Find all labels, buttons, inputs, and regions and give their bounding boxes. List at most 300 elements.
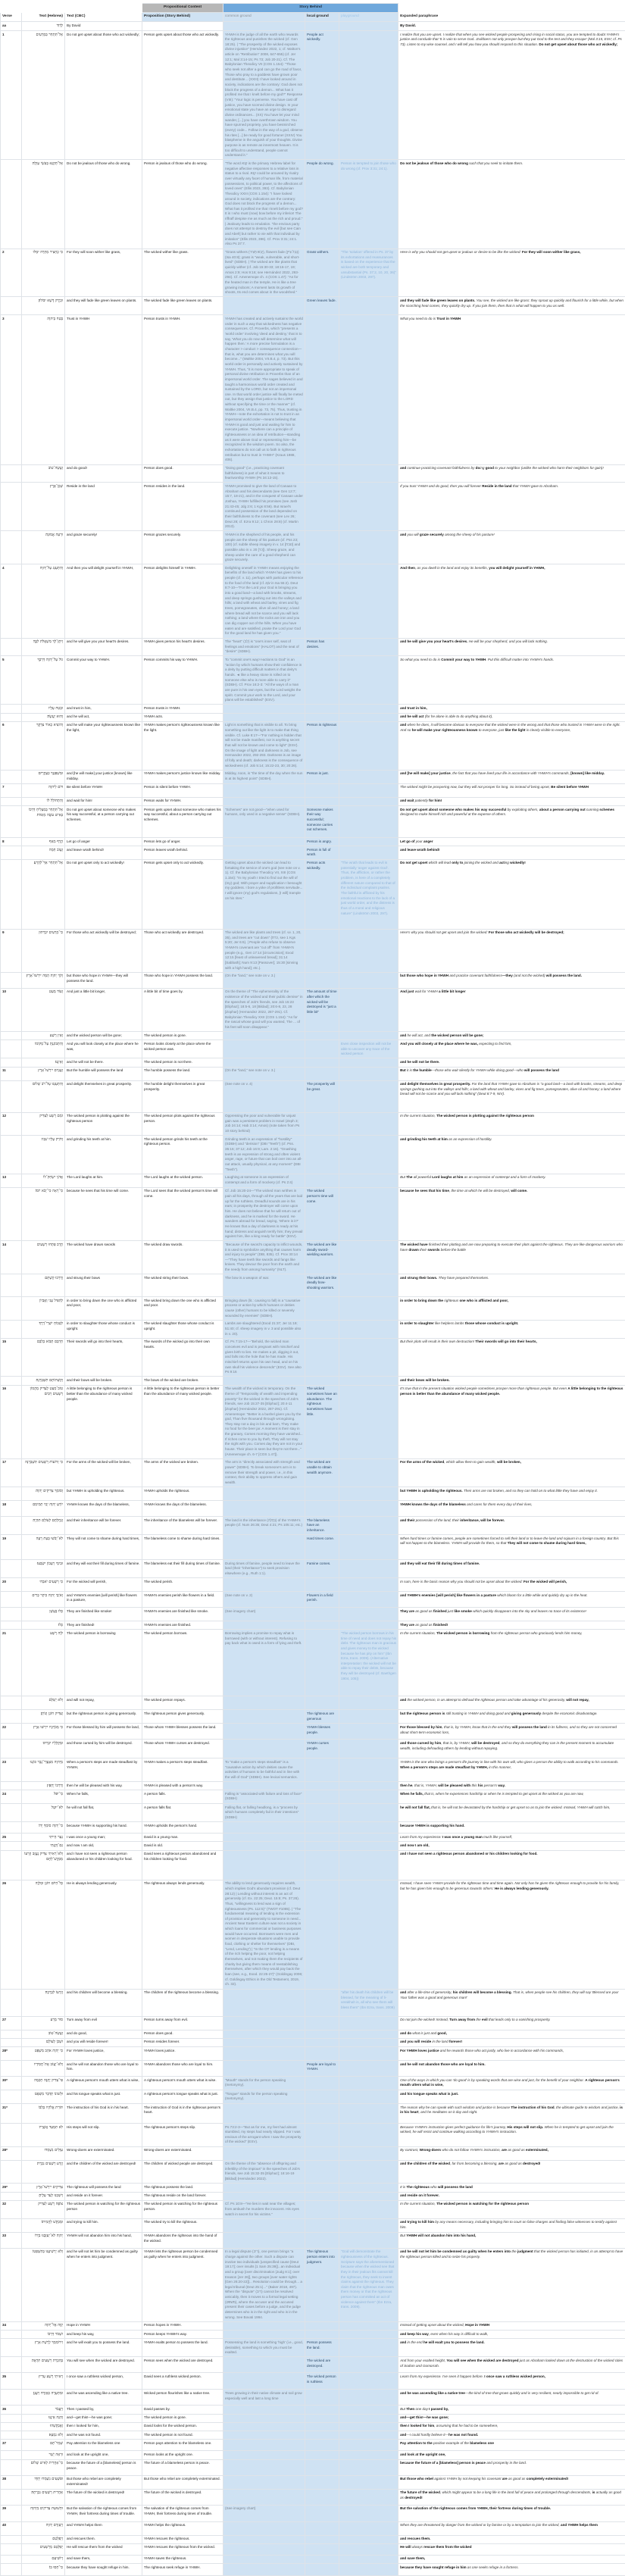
hebrew-text-cell: וְלֹא יְשַׁלֵּם: [22, 1696, 65, 1710]
table-row: [1, 1842, 625, 1850]
expanded-paraphrase-cell: but YHWH is upholding the righteous. Their arms are not broken, and so they can hold on to what little they have and enjoy it.: [398, 1487, 625, 1501]
common-ground-cell: [223, 2535, 305, 2543]
common-ground-cell: Cf. Ps 10:8—"He lies in wait near the villages; from ambush he murders the innocent. His eyes watch in secret for his victims.": [223, 2200, 305, 2218]
common-ground-cell: [223, 297, 305, 315]
local-ground-cell: [305, 2422, 339, 2431]
verse-cell: [1, 806, 22, 838]
common-ground-cell: [223, 1578, 305, 1592]
playground-cell: [339, 2090, 398, 2104]
verse-cell: 32: [1, 2200, 22, 2218]
table-row: [1, 2184, 625, 2192]
table-row: [1, 2321, 625, 2330]
proposition-cell: YHWH acts.: [142, 713, 223, 721]
hebrew-text-cell: וְדָרְכוּ קַשְׁתָּם: [22, 1274, 65, 1297]
hebrew-text-cell: וְצַדִּיק חוֹנֵן וְנוֹתֵן׃: [22, 1710, 65, 1724]
hebrew-text-cell: וּלְשׁוֹנוֹ תְּדַבֵּר מִשְׁפָּט׃: [22, 2090, 65, 2104]
common-ground-cell: During times of famine, people need to leave the land (their "inheritance") to seek provision elsewhere (e.g., Ruth 1:1).: [223, 1560, 305, 1578]
proposition-cell: YHWH abandons the righteous into the hand of the wicked.: [142, 2232, 223, 2248]
verse-cell: [1, 1560, 22, 1578]
playground-cell: [339, 2016, 398, 2030]
table-row: [1, 1535, 625, 1560]
proposition-cell: The humble possess the land.: [142, 1067, 223, 1080]
playground-cell: [339, 483, 398, 531]
table-row: [1, 2124, 625, 2147]
cbc-text-cell: Trust in YHWH: [65, 315, 142, 464]
local-ground-cell: [305, 783, 339, 797]
hebrew-text-cell: וּמִשְׁפָּטֶךָ כַּצָּהֳרָיִם׃: [22, 770, 65, 783]
cbc-text-cell: Do not get upset about those who act wickedly;: [65, 31, 142, 160]
common-ground-cell: [223, 2357, 305, 2373]
common-ground-cell: Bringing down (lit.: causing to fall) is a "causative process or action by which humans or deities cause (other) humans to be killed or severely wounded by enemies" (SDBH).: [223, 1297, 305, 1321]
table-row: [1, 1040, 625, 1058]
cbc-text-cell: and now I am old,: [65, 1842, 142, 1850]
expanded-paraphrase-cell: and strung their bows. They have prepared themselves.: [398, 1274, 625, 1297]
cbc-text-cell: and keep his way,: [65, 2331, 142, 2339]
cbc-text-cell: because YHWH is supporting his hand.: [65, 1822, 142, 1834]
cbc-text-cell: and save them,: [65, 2555, 142, 2563]
cbc-text-cell: and YHWH helps them: [65, 2521, 142, 2535]
hebrew-text-cell: כִּי־מְרֵעִים יִכָּרֵתוּן: [22, 929, 65, 972]
hebrew-text-cell: קַוֵּה אֶל־יְהוָה: [22, 2321, 65, 2330]
expanded-paraphrase-cell: Do not join the wicked! Instead, Turn away from the evil that leads only to a vanishing prosperity.: [398, 2016, 625, 2030]
table-row: [1, 2489, 625, 2505]
proposition-cell: A person falls.: [142, 1790, 223, 1804]
expanded-paraphrase-cell: and their possession of the land, their inheritance, will be forever.: [398, 1517, 625, 1535]
verse-cell: [1, 1989, 22, 2016]
expanded-paraphrase-cell: and wait patiently for him!: [398, 797, 625, 805]
table-row: [1, 2406, 625, 2414]
expanded-paraphrase-cell: in order to slaughter like helpless lambs those whose conduct is upright.: [398, 1320, 625, 1338]
common-ground-cell: [223, 1724, 305, 1740]
proposition-cell: The blameless eat their fill during times of famine.: [142, 1560, 223, 1578]
table-row: [1, 1458, 625, 1487]
expanded-paraphrase-cell: and he will not abandon those who are loyal to him.: [398, 2061, 625, 2077]
cbc-text-cell: and trust in him,: [65, 705, 142, 713]
proposition-cell: The wicked person plots against the righteous person.: [142, 1112, 223, 1136]
table-row: [1, 1621, 625, 1630]
verse-cell: [1, 483, 22, 531]
hebrew-text-cell: אַל־תִּתְחַר אַךְ־לְהָרֵעַ׃: [22, 859, 65, 929]
verse-cell: [1, 1710, 22, 1724]
table-row: [1, 2357, 625, 2373]
local-ground-cell: [305, 1834, 339, 1842]
local-ground-cell: [305, 1630, 339, 1696]
verse-cell: [1, 1850, 22, 1880]
common-ground-cell: To "make a person's steps steadfast" is a "causative action by which deities cause the activities of humans to be faithful and in line with the will of God" (SDBH). See lexical semantics.: [223, 1758, 305, 1782]
local-ground-cell: The amount of time after which the wicked will be destroyed is "just a little bit": [305, 988, 339, 1031]
local-ground-cell: [305, 2331, 339, 2339]
common-ground-cell: [223, 2232, 305, 2248]
verse-cell: 18: [1, 1501, 22, 1517]
local-ground-cell: The wicked are unable to obtain wealth anymore.: [305, 1458, 339, 1487]
group-header-story-behind: Story Behind: [223, 4, 398, 13]
proposition-cell: The future of a blameless person is peace.: [142, 2459, 223, 2475]
local-ground-cell: [305, 1377, 339, 1385]
local-ground-cell: Person has desires.: [305, 638, 339, 656]
expanded-paraphrase-cell: He will always rescue them from the wicked: [398, 2543, 625, 2555]
proposition-cell: YHWH saves the righteous.: [142, 2555, 223, 2563]
verse-cell: [1, 464, 22, 483]
verse-cell: [1, 1782, 22, 1790]
playground-cell: [339, 531, 398, 564]
table-row: [1, 1080, 625, 1112]
local-ground-cell: [305, 2535, 339, 2543]
table-row: [1, 2535, 625, 2543]
local-ground-cell: [305, 2543, 339, 2555]
proposition-cell: YHWH's enemies perish like flowers in a field.: [142, 1592, 223, 1608]
expanded-paraphrase-cell: Instead, I have seen YHWH provide for the righteous time and time again. Not only has he given the righteous enough to provide for his family, but he has given him enough to be generous towards others: He is always lending generously.: [398, 1880, 625, 1989]
cbc-text-cell: He will rescue them from the wicked: [65, 2543, 142, 2555]
playground-cell: [339, 2543, 398, 2555]
hebrew-text-cell: כָּלוּ׃: [22, 1621, 65, 1630]
proposition-cell: The righteous seek refuge in YHWH.: [142, 2564, 223, 2576]
table-row: [1, 1136, 625, 1174]
common-ground-cell: Getting upset about the wicked can lead to forsaking the service of one's god (see note on v. 1). Cf. the Babylonian Theodicy VII, XIII (COS 1.154): "In my youth I tried to find out the will of (my) god; With prayer and supplication I besought my goddess. I bore a yoke of profitless servitude... I will ignore (my) god's regulations, [I will] trample on his rites.": [223, 859, 305, 929]
proposition-cell: David sees a righteous person abandoned and his children looking for food.: [142, 1850, 223, 1880]
expanded-paraphrase-cell: For the arms of the wicked, which allow them to gain wealth, will be broken,: [398, 1458, 625, 1487]
hebrew-text-cell: כִּי יְהוָה אֹהֵב מִשְׁפָּט: [22, 2047, 65, 2061]
local-ground-cell: People do wrong.: [305, 160, 339, 249]
playground-cell: [339, 2200, 398, 2218]
local-ground-cell: Flowers in a field perish.: [305, 1592, 339, 1608]
playground-cell: [339, 1758, 398, 1782]
hebrew-text-cell: כָּלוּ בֶעָשָׁן: [22, 1608, 65, 1621]
verse-cell: [1, 1297, 22, 1321]
proposition-cell: Person gets upset only to act wickedly.: [142, 859, 223, 929]
common-ground-cell: [223, 1834, 305, 1842]
proposition-cell: YHWH's enemies are finished.: [142, 1621, 223, 1630]
hebrew-text-cell: וּפֹשְׁעִים נִשְׁמְדוּ יַחְדָּו: [22, 2475, 65, 2489]
table-row: [1, 1112, 625, 1136]
proposition-cell: Person grazes securely.: [142, 531, 223, 564]
hebrew-text-cell: וְזֶרַע רְשָׁעִים נִכְרָת׃: [22, 2160, 65, 2184]
common-ground-cell: [223, 1058, 305, 1067]
common-ground-cell: [223, 2373, 305, 2390]
common-ground-cell: [223, 1377, 305, 1385]
verse-cell: 17: [1, 1458, 22, 1487]
playground-cell: [339, 1112, 398, 1136]
verse-cell: [1, 846, 22, 859]
local-ground-cell: [305, 1040, 339, 1058]
hebrew-text-cell: יְהוָה לֹא־יַעַזְבֶנּוּ בְיָדוֹ: [22, 2232, 65, 2248]
verse-cell: [1, 1040, 22, 1058]
cbc-text-cell: and the children of the wicked are destroyed!: [65, 2160, 142, 2184]
verse-cell: [1, 2535, 22, 2543]
local-ground-cell: [305, 1067, 339, 1080]
expanded-paraphrase-cell: The wicked have finished their plotting and are now preparing to execute their plots against the righteous. They are like dangerous warriors who have drawn their swords before the battle: [398, 1241, 625, 1274]
expanded-paraphrase-cell: When he falls, that is, when he experiences hardship or when he is tempted to get upset at the wicked as you are now,: [398, 1790, 625, 1804]
playground-cell: [339, 2564, 398, 2576]
table-row: [1, 806, 625, 838]
table-row: [1, 1710, 625, 1724]
verse-cell: [1, 2160, 22, 2184]
expanded-paraphrase-cell: Do not get upset which will lead only to joining the wicked and acting wickedly!: [398, 859, 625, 929]
local-ground-cell: [305, 2077, 339, 2090]
verse-cell: 31*: [1, 2104, 22, 2124]
common-ground-cell: Light is something that is visible to all. To bring something out like the light is to make that thing visible. Cf. Luke 8:17—"For nothing is hidden that will not be made manifest, nor is anything secret that will not be known and come to light" (ESV). On the image of light and darkness in Job, see Hernandez 2022, 292-293. Darkness is an image of folly and death; darkness is the consequence of wickedness (cf. Job 5:14; 15:22-23, 30; 20:26).: [223, 721, 305, 770]
verse-cell: [1, 2357, 22, 2373]
hebrew-text-cell: כִּי־רָאָה כִּי־יָבֹא יוֹמוֹ׃: [22, 1187, 65, 1241]
common-ground-cell: Oppressing the poor and vulnerable for unjust gain was a persistent problem in Israel (Zeph 3; Job 24:14; Hab 3:14; Amos) (note taken from Ps 10 story behind): [223, 1112, 305, 1136]
playground-cell: [339, 705, 398, 713]
expanded-paraphrase-cell: But The all powerful Lord laughs at him as an expression of contempt and a form of mockery.: [398, 1174, 625, 1187]
hebrew-text-cell: יְפַלְּטֵם מֵרְשָׁעִים: [22, 2543, 65, 2555]
expanded-paraphrase-cell: The wicked might be prospering now, but they will not prosper for long. So instead of being upset, Be silent before YHWH: [398, 783, 625, 797]
local-ground-cell: [305, 1338, 339, 1377]
verse-cell: 22: [1, 1724, 22, 1740]
local-ground-cell: [305, 656, 339, 705]
playground-cell: [339, 1535, 398, 1560]
proposition-cell: YHWH rescues the righteous from the wicked.: [142, 2543, 223, 2555]
proposition-cell: Wrong-doers are exterminated.: [142, 2146, 223, 2160]
proposition-cell: The righteous person gives generously.: [142, 1710, 223, 1724]
expanded-paraphrase-cell: In the current situation, The wicked person is borrowing from the righteous person who graciously lends him money,: [398, 1630, 625, 1696]
common-ground-cell: [223, 2431, 305, 2440]
playground-cell: [339, 2555, 398, 2563]
hebrew-text-cell: אֲדֹנָי יִשְׂחַק־לוֹ: [22, 1174, 65, 1187]
table-body: [1, 22, 625, 2576]
cbc-text-cell: The wicked person is plotting against the righteous person: [65, 1112, 142, 1136]
playground-cell: [339, 1804, 398, 1822]
playground-cell: [339, 2390, 398, 2406]
table-row: [1, 1724, 625, 1740]
hebrew-text-cell: וַעֲזֹב חֵמָה: [22, 846, 65, 859]
verse-cell: [1, 1842, 22, 1850]
local-ground-cell: The righteous are generous: [305, 1710, 339, 1724]
table-row: [1, 2090, 625, 2104]
hebrew-text-cell: וּתְשׁוּעַת צַדִּיקִים מֵיְהוָה: [22, 2505, 65, 2521]
cbc-text-cell: His steps will not slip.: [65, 2124, 142, 2147]
local-ground-cell: [305, 1880, 339, 1989]
group-blank: [398, 4, 625, 13]
common-ground-cell: [223, 2422, 305, 2431]
table-row: [1, 531, 625, 564]
common-ground-cell: The wealth of the wicked is temporary. On the theme of "Temporality of wealth and impending poverty" for the wicked in the speeches of Job's friends, see Job 15:27-35 [Eliphaz]; 20:4-11 [Zophar] (Hernández 2022, 287-291). Cf. Amenemope: "Better is a bushel given you by the god, Than five thousand through wrongdoing. They stay not a day in bin and barn, They make no food for the beer jar. A moment is their stay in the granary, Comes morning they have vanished... If riches come to you by theft, They will not stay the night with you. Comes day they are not in your house. Their place is seen but they're not there..." (Amenemope ch. 6-7 [COS 1.47]).: [223, 1385, 305, 1458]
table-row: [1, 2440, 625, 2451]
common-ground-cell: [223, 2406, 305, 2414]
proposition-cell: YHWH rescues the righteous.: [142, 2535, 223, 2543]
hebrew-text-cell: דּוֹם לַיהוָה: [22, 783, 65, 797]
local-ground-cell: [305, 2555, 339, 2563]
playground-cell: [339, 1710, 398, 1724]
proposition-cell: Person gets upset about those who act wickedly.: [142, 31, 223, 160]
proposition-cell: Person does good.: [142, 2030, 223, 2038]
expanded-paraphrase-cell: and YHWH's enemies [will perish] like flowers in a pasture which bloom for a little while and quickly dry up in the heat.: [398, 1592, 625, 1608]
hebrew-text-cell: וּבִימֵי רְעָבוֹן יִשְׂבָּעוּ׃: [22, 1560, 65, 1578]
hebrew-text-cell: וְהוֹצִיא כָאוֹר צִדְקֶךָ: [22, 721, 65, 770]
playground-cell: [339, 929, 398, 972]
cbc-text-cell: and grinding his teeth at him.: [65, 1136, 142, 1174]
cbc-text-cell: and I have not seen a righteous person abandoned or his children looking for food.: [65, 1850, 142, 1880]
common-ground-cell: [223, 1040, 305, 1058]
verse-cell: [1, 2061, 22, 2077]
table-row: [1, 1067, 625, 1080]
proposition-cell: The children of wicked people are destroyed.: [142, 2160, 223, 2184]
cbc-text-cell: They are finished!: [65, 1621, 142, 1630]
hebrew-text-cell: בְּטַח בַּיהוָה: [22, 315, 65, 464]
hebrew-text-cell: שְׁמָר־תָּם: [22, 2440, 65, 2451]
proposition-cell: Those whom YHWH blesses possess the land.: [142, 1724, 223, 1740]
table-row: [1, 1850, 625, 1880]
local-ground-cell: Person is angry.: [305, 838, 339, 846]
common-ground-cell: (On the "land," see note on v. 3.): [223, 972, 305, 988]
hebrew-text-cell: וִירוֹמִמְךָ לָרֶשֶׁת אָרֶץ: [22, 2339, 65, 2357]
table-row: [1, 1320, 625, 1338]
hebrew-text-cell: רָאִיתִי רָשָׁע עָרִיץ: [22, 2373, 65, 2390]
common-ground-cell: "Doing good" (i.e., practicing covenant faithfulness) is part of what it means to fear/worship YHWH (Ps 34:13-15).: [223, 464, 305, 483]
common-ground-cell: [223, 2061, 305, 2077]
common-ground-cell: (See imagery chart): [223, 2505, 305, 2521]
common-ground-cell: [223, 1487, 305, 1501]
hebrew-text-cell: אַל־תִּתְחַר בַּמְּרֵעִים: [22, 31, 65, 160]
header-expanded-paraphrase: Expanded paraphrase: [398, 13, 625, 22]
hebrew-text-cell: וַיַּעְזְרֵם יְהוָה: [22, 2521, 65, 2535]
expanded-paraphrase-cell: And you will closely at the place where he was, expecting to find him,: [398, 1040, 625, 1058]
expanded-paraphrase-cell: One of the ways in which you can 'do good' is by speaking words that are wise and just, for the benefit of your neighbor. A righteous person's mouth utters what is wise,: [398, 2077, 625, 2090]
cbc-text-cell: Hope in YHWH: [65, 2321, 142, 2330]
verse-cell: [1, 531, 22, 564]
local-ground-cell: [305, 1758, 339, 1782]
local-ground-cell: [305, 2505, 339, 2521]
local-ground-cell: [305, 1320, 339, 1338]
common-ground-cell: [223, 2047, 305, 2061]
playground-cell: [339, 713, 398, 721]
cbc-text-cell: The wicked have drawn swords: [65, 1241, 142, 1274]
table-row: [1, 656, 625, 705]
table-row: [1, 1174, 625, 1187]
cbc-text-cell: By David: [65, 22, 142, 31]
hebrew-text-cell: וְהִתְחוֹלֵל לוֹ: [22, 797, 65, 805]
proposition-cell: The wicked person is gone.: [142, 1032, 223, 1040]
hebrew-text-cell: אַחֲרִית רְשָׁעִים נִכְרָתָה׃: [22, 2489, 65, 2505]
local-ground-cell: [305, 2160, 339, 2184]
hebrew-text-cell: וְיוֹשִׁיעֵם: [22, 2555, 65, 2563]
expanded-paraphrase-cell: In the current situation, The wicked person is watching for the righteous person: [398, 2200, 625, 2218]
verse-cell: 36: [1, 2406, 22, 2414]
cbc-text-cell: For those blessed by him will possess the land,: [65, 1724, 142, 1740]
local-ground-cell: People act wickedly.: [305, 31, 339, 160]
common-ground-cell: [223, 2414, 305, 2422]
cbc-text-cell: The Lord laughs at him.: [65, 1174, 142, 1187]
playground-cell: [339, 1592, 398, 1608]
local-ground-cell: YHWH curses people.: [305, 1740, 339, 1758]
expanded-paraphrase-cell: and leave wrath behind!: [398, 846, 625, 859]
table-row: [1, 2431, 625, 2440]
proposition-cell: Person trusts in YHWH.: [142, 315, 223, 464]
verse-cell: 34: [1, 2321, 22, 2330]
proposition-cell: Person pays attention to the blameless one.: [142, 2440, 223, 2451]
table-row: [1, 1487, 625, 1501]
cbc-text-cell: I once saw a ruthless wicked person,: [65, 2373, 142, 2390]
proposition-cell: The bows of the wicked are broken.: [142, 1377, 223, 1385]
proposition-cell: A person falls flat.: [142, 1804, 223, 1822]
playground-cell: [339, 2505, 398, 2521]
cbc-text-cell: but those who hope in YHWH—they will possess the land.: [65, 972, 142, 988]
hebrew-text-cell: צַדִּיקִים יִירְשׁוּ־אָרֶץ: [22, 2184, 65, 2192]
common-ground-cell: [223, 705, 305, 713]
playground-cell: [339, 721, 398, 770]
playground-cell: [339, 2160, 398, 2184]
proposition-cell: David passes by.: [142, 2406, 223, 2414]
table-row: [1, 1822, 625, 1834]
verse-cell: [1, 1822, 22, 1834]
hebrew-text-cell: אַל־תִּתְחַר בְּמַצְלִיחַ דַּרְכּוֹ בְּאִישׁ עֹשֶׂה מְזִמּוֹת׃: [22, 806, 65, 838]
playground-cell: [339, 2373, 398, 2390]
hebrew-text-cell: וְעוֹד מְעַט: [22, 988, 65, 1031]
hebrew-text-cell: לֹא־יֵבֹשׁוּ בְּעֵת רָעָה: [22, 1535, 65, 1560]
proposition-cell: Person lets go of anger.: [142, 838, 223, 846]
common-ground-cell: [223, 1032, 305, 1040]
hebrew-text-cell: גּוֹל עַל־יְהוָה דַּרְכֶּךָ: [22, 656, 65, 705]
hebrew-text-cell: שְׁכָן־אֶרֶץ: [22, 483, 65, 531]
expanded-paraphrase-cell: and he will not let him be condemned as guilty when he enters into the judgment that the wicked person has initiated, in an attempt to have the righteous person killed and to seize his property.: [398, 2248, 625, 2321]
local-ground-cell: [305, 2406, 339, 2414]
verse-cell: [1, 2390, 22, 2406]
playground-cell: [339, 1338, 398, 1377]
common-ground-cell: [223, 2475, 305, 2489]
local-ground-cell: [305, 929, 339, 972]
hebrew-text-cell: וְלֹא־יַעֲזֹב אֶת־חֲסִידָיו: [22, 2061, 65, 2077]
table-row: [1, 1592, 625, 1608]
playground-cell: [339, 2475, 398, 2489]
expanded-paraphrase-cell: and after a life-time of generosity, his children will become a blessing. That is, when people see his children, they will say 'Blessed are you! Your father was a good and generous man!': [398, 1989, 625, 2016]
local-ground-cell: [305, 2104, 339, 2124]
proposition-cell: The righteous person's steps slip.: [142, 2124, 223, 2147]
playground-cell: [339, 1080, 398, 1112]
hebrew-text-cell: וַיְפַלְּטֵם: [22, 2535, 65, 2543]
verse-cell: 35: [1, 2373, 22, 2390]
local-ground-cell: [305, 2038, 339, 2046]
table-row: [1, 2555, 625, 2563]
header-proposition: Proposition (Story Behind): [142, 13, 223, 22]
local-ground-cell: [305, 2218, 339, 2232]
proposition-cell: Person trusts in YHWH.: [142, 705, 223, 713]
common-ground-cell: [223, 1696, 305, 1710]
cbc-text-cell: and look at the upright one,: [65, 2451, 142, 2459]
verse-cell: 24: [1, 1790, 22, 1804]
cbc-text-cell: and he will exalt you to possess the land.: [65, 2339, 142, 2357]
playground-cell: [339, 1621, 398, 1630]
expanded-paraphrase-cell: and rescues them.: [398, 2535, 625, 2543]
common-ground-cell: Cf. Ps 7:15-17—"Behold, the wicked man conceives evil and is pregnant with mischief and gives birth to lies. He makes a pit, digging it out, and falls into the hole that he has made. His mischief returns upon his own head, and on his own skull his violence descends" (ESV). See also Ps 9:16: [223, 1338, 305, 1377]
cbc-text-cell: and he was ascending like a native tree.: [65, 2390, 142, 2406]
proposition-cell: [142, 22, 223, 31]
table-row: [1, 1834, 625, 1842]
hebrew-text-cell: וְאֵין רָשָׁע: [22, 1032, 65, 1040]
playground-cell: [339, 2061, 398, 2077]
playground-cell: [339, 2218, 398, 2232]
playground-cell: [339, 2038, 398, 2046]
verse-cell: [1, 770, 22, 783]
hebrew-text-cell: וְהִתְעַנַּג עַל־יְהוָה: [22, 564, 65, 638]
proposition-cell: YHWH helps the righteous.: [142, 2521, 223, 2535]
local-ground-cell: The wicked are destroyed.: [305, 2357, 339, 2373]
hebrew-text-cell: כִּי־יְהוָה סוֹמֵךְ יָדוֹ׃: [22, 1822, 65, 1834]
expanded-paraphrase-cell: and delight themselves in great prosperity. For the land that YHWH gave to Abraham is "a good land—a land with brooks, streams, and deep springs gushing out into the valleys and hills; a land with wheat and barley, vines and fig trees, pomegranates, olive oil and honey; a land where bread will not be scarce and you will lack nothing" (Deut 8:7-9, NIV).: [398, 1080, 625, 1112]
proposition-cell: YHWH abandons those who are loyal to him.: [142, 2061, 223, 2077]
proposition-cell: The Lord laughs at the wicked person.: [142, 1174, 223, 1187]
local-ground-cell: [305, 972, 339, 988]
table-row: [1, 705, 625, 713]
cbc-text-cell: and [he will make] your justice [known] like midday.: [65, 770, 142, 783]
playground-cell: [339, 1880, 398, 1989]
local-ground-cell: Person is just.: [305, 770, 339, 783]
table-row: [1, 2030, 625, 2038]
verse-cell: 9: [1, 929, 22, 972]
cbc-text-cell: Reside in the land: [65, 483, 142, 531]
local-ground-cell: Person possess the land.: [305, 2339, 339, 2357]
verse-cell: 40: [1, 2521, 22, 2535]
